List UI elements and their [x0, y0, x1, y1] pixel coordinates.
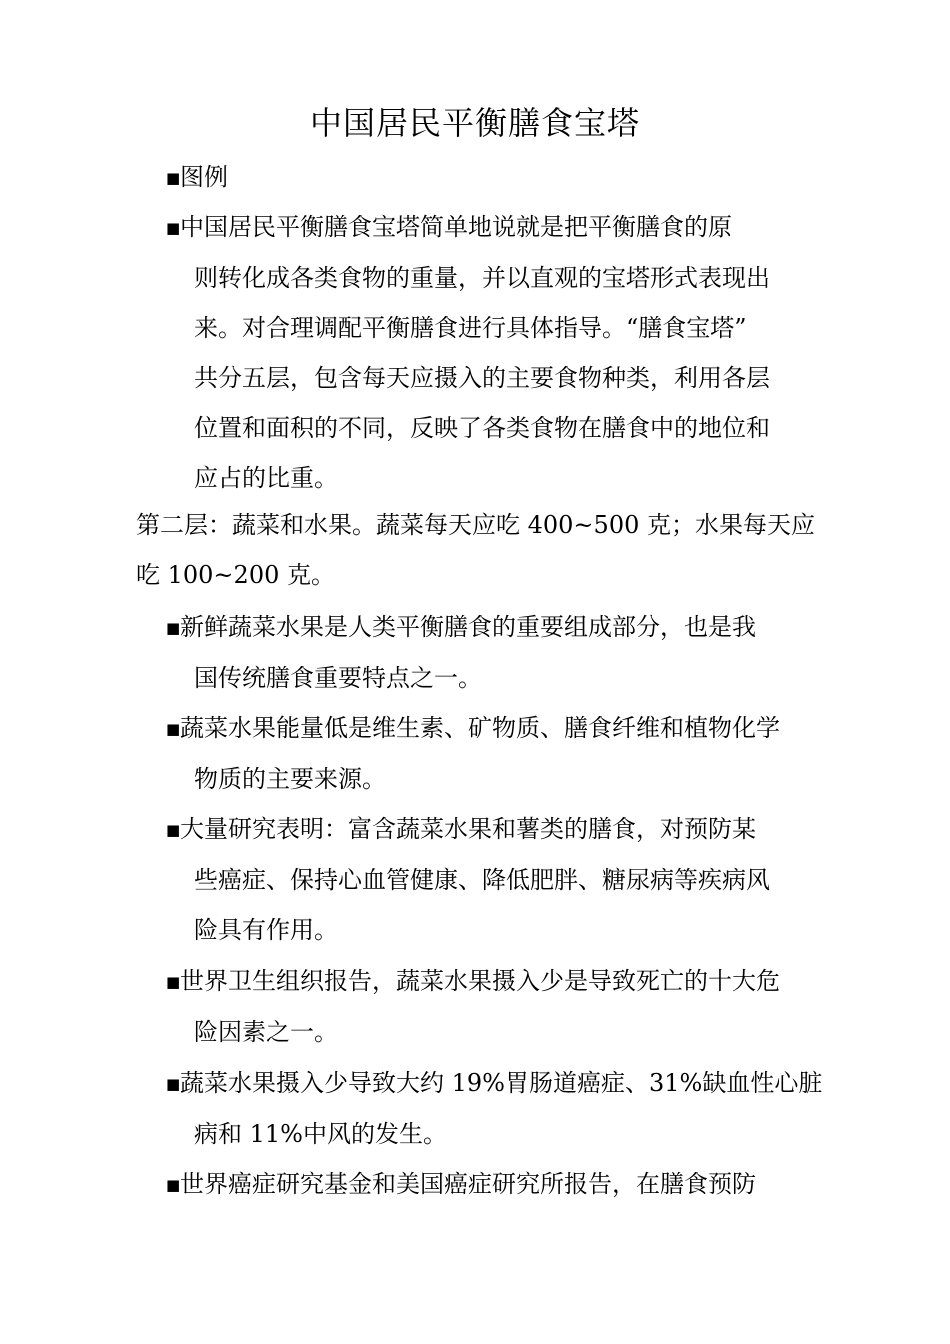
bullet-line: [166, 956, 830, 1007]
bullet-line: [166, 602, 830, 653]
bullet-low-energy: [166, 703, 830, 804]
bullet-text: 新鲜蔬菜水果是人类平衡膳食的重要组成部分，也是我: [180, 613, 756, 641]
bullet-continuation: 来。对合理调配平衡膳食进行具体指导。“膳食宝塔”: [194, 314, 747, 342]
section-line: 吃 100~200 克。: [136, 561, 335, 589]
bullet-line: [166, 1058, 830, 1109]
bullet-cancer-research: [166, 1159, 830, 1210]
bullet-square-icon: ■: [166, 821, 181, 839]
bullet-square-icon: ■: [166, 1176, 181, 1194]
bullet-text: 大量研究表明：富含蔬菜水果和薯类的膳食，对预防某: [180, 815, 756, 843]
bullet-text: 图例: [180, 163, 228, 191]
bullet-line: [166, 152, 830, 203]
bullet-fresh-vegetables: [166, 602, 830, 703]
bullet-line: [166, 703, 830, 754]
bullet-continuation: 共分五层，包含每天应摄入的主要食物种类，利用各层: [194, 364, 770, 392]
bullet-square-icon: ■: [166, 619, 181, 637]
bullet-text: 中国居民平衡膳食宝塔简单地说就是把平衡膳食的原: [180, 213, 732, 241]
bullet-continuation: 物质的主要来源。: [194, 765, 386, 793]
bullet-continuation: 位置和面积的不同，反映了各类食物在膳食中的地位和: [194, 414, 770, 442]
bullet-statistics: [166, 1058, 830, 1159]
bullet-continuation: 险因素之一。: [194, 1018, 338, 1046]
section-second-layer: [136, 500, 836, 600]
bullet-continuation: 险具有作用。: [194, 916, 338, 944]
bullet-text: 世界癌症研究基金和美国癌症研究所报告，在膳食预防: [180, 1170, 756, 1198]
bullet-square-icon: ■: [166, 1075, 181, 1093]
bullet-intro: [166, 202, 830, 503]
bullet-who-report: [166, 956, 830, 1057]
bullet-research: [166, 804, 830, 955]
bullet-text: 世界卫生组织报告，蔬菜水果摄入少是导致死亡的十大危: [180, 967, 780, 995]
section-line: 第二层：蔬菜和水果。蔬菜每天应吃 400~500 克；水果每天应: [136, 511, 815, 539]
bullet-continuation: 国传统膳食重要特点之一。: [194, 664, 482, 692]
bullet-continuation: 些癌症、保持心血管健康、降低肥胖、糖尿病等疾病风: [194, 866, 770, 894]
bullet-continuation: 应占的比重。: [194, 464, 338, 492]
bullet-legend: [166, 152, 830, 203]
bullet-continuation: 病和 11%中风的发生。: [194, 1120, 447, 1148]
document-title: 中国居民平衡膳食宝塔: [309, 104, 640, 142]
bullet-square-icon: ■: [166, 219, 181, 237]
bullet-continuation: 则转化成各类食物的重量，并以直观的宝塔形式表现出: [194, 264, 770, 292]
bullet-line: [166, 202, 830, 253]
bullet-text: 蔬菜水果能量低是维生素、矿物质、膳食纤维和植物化学: [180, 714, 780, 742]
bullet-text: 蔬菜水果摄入少导致大约 19%胃肠道癌症、31%缺血性心脏: [180, 1069, 823, 1097]
bullet-line: [166, 804, 830, 855]
bullet-square-icon: ■: [166, 720, 181, 738]
bullet-square-icon: ■: [166, 973, 181, 991]
bullet-line: [166, 1159, 830, 1210]
bullet-square-icon: ■: [166, 169, 181, 187]
